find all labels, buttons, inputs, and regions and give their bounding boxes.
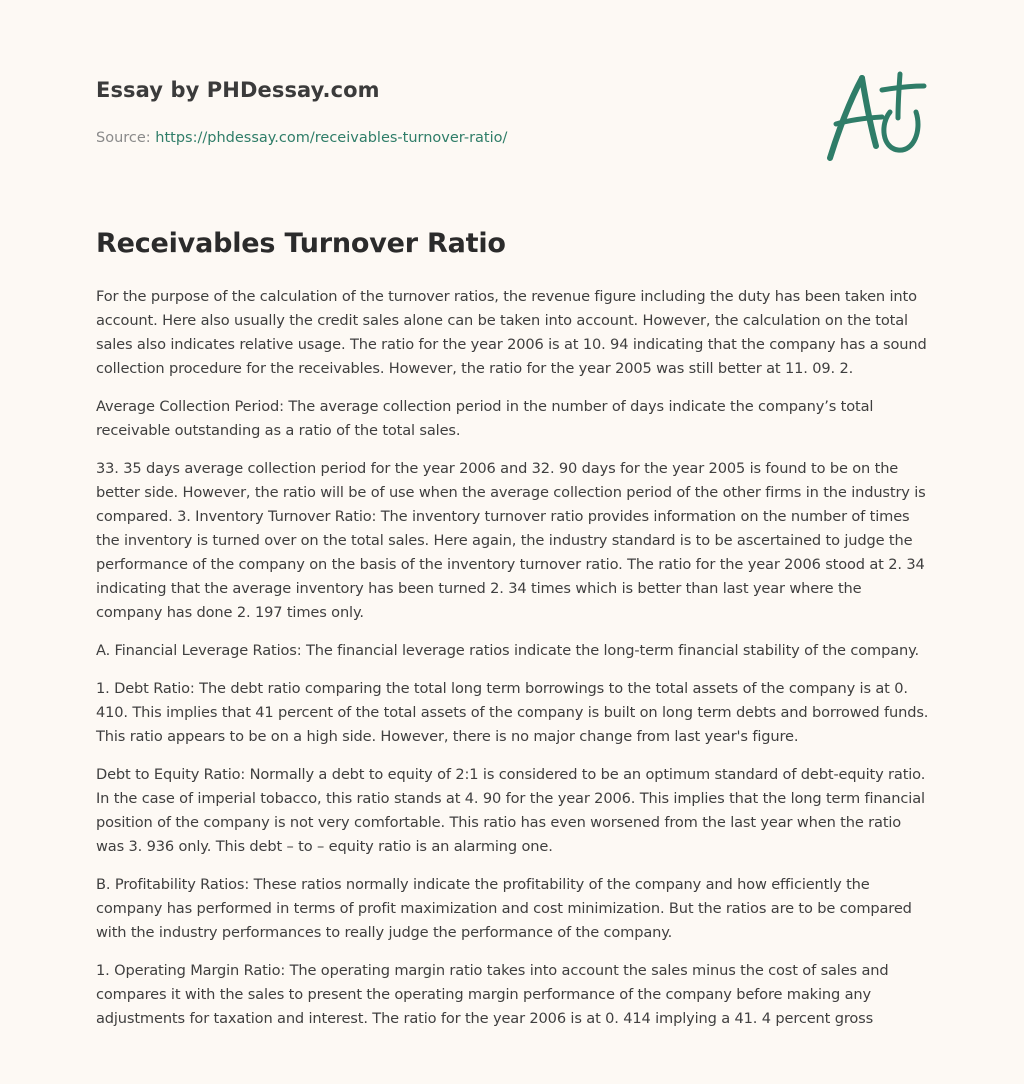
page-header <box>96 76 656 147</box>
source-line <box>96 129 656 147</box>
essay-title: Receivables Turnover Ratio <box>96 228 506 259</box>
essay-paragraph: 33. 35 days average collection period for the year 2006 and 32. 90 days for the year 2005 is found to be on the better side. However, the ratio will be of use when the average collection period of the other firms in the industry is compared. 3. Inventory Turnover Ratio: The inventory turnover ratio provides information on the number of times the inventory is turned over on the total sales. Here again, the industry standard is to be ascertained to judge the performance of the company on the basis of the inventory turnover ratio. The ratio for the year 2006 stood at 2. 34 indicating that the average inventory has been turned 2. 34 times which is better than last year where the company has done 2. 197 times only. <box>96 460 926 621</box>
essay-paragraph: Debt to Equity Ratio: Normally a debt to equity of 2:1 is considered to be an optimum standard of debt-equity ratio. In the case of imperial tobacco, this ratio stands at 4. 90 for the year 2006. This implies that the long term financial position of the company is not very comfortable. This ratio has even worsened from the last year when the ratio was 3. 936 only. This debt – to – equity ratio is an alarming one. <box>96 766 926 855</box>
essay-body <box>96 285 932 1045</box>
essay-paragraph: A. Financial Leverage Ratios: The financial leverage ratios indicate the long-term financial stability of the company. <box>96 642 919 659</box>
essay-paragraph: Average Collection Period: The average collection period in the number of days indicate the company’s total receivable outstanding as a ratio of the total sales. <box>96 398 874 439</box>
essay-paragraph: For the purpose of the calculation of the turnover ratios, the revenue figure including the duty has been taken into account. Here also usually the credit sales alone can be taken into account. However, the calculation on the total sales also indicates relative usage. The ratio for the year 2006 is at 10. 94 indicating that the company has a sound collection procedure for the receivables. However, the ratio for the year 2005 was still better at 11. 09. 2. <box>96 288 927 377</box>
source-link[interactable]: https://phdessay.com/receivables-turnover-ratio/ <box>155 130 508 146</box>
essay-paragraph: B. Profitability Ratios: These ratios normally indicate the profitability of the company and how efficiently the company has performed in terms of profit maximization and cost minimization. But the ratios are to be compared with the industry performances to really judge the performance of the company. <box>96 876 912 941</box>
essay-paragraph: 1. Operating Margin Ratio: The operating margin ratio takes into account the sales minus the cost of sales and compares it with the sales to present the operating margin performance of the company before making any adjustments for taxation and interest. The ratio for the year 2006 is at 0. 414 implying a 41. 4 percent gross <box>96 962 889 1027</box>
essay-paragraph: 1. Debt Ratio: The debt ratio comparing the total long term borrowings to the total assets of the company is at 0. 410. This implies that 41 percent of the total assets of the company is built on long term debts and borrowed funds. This ratio appears to be on a high side. However, there is no major change from last year's figure. <box>96 680 929 745</box>
source-label: Source: <box>96 130 156 146</box>
a-plus-grade-icon <box>820 66 930 166</box>
site-brand: Essay by PHDessay.com <box>96 78 380 102</box>
